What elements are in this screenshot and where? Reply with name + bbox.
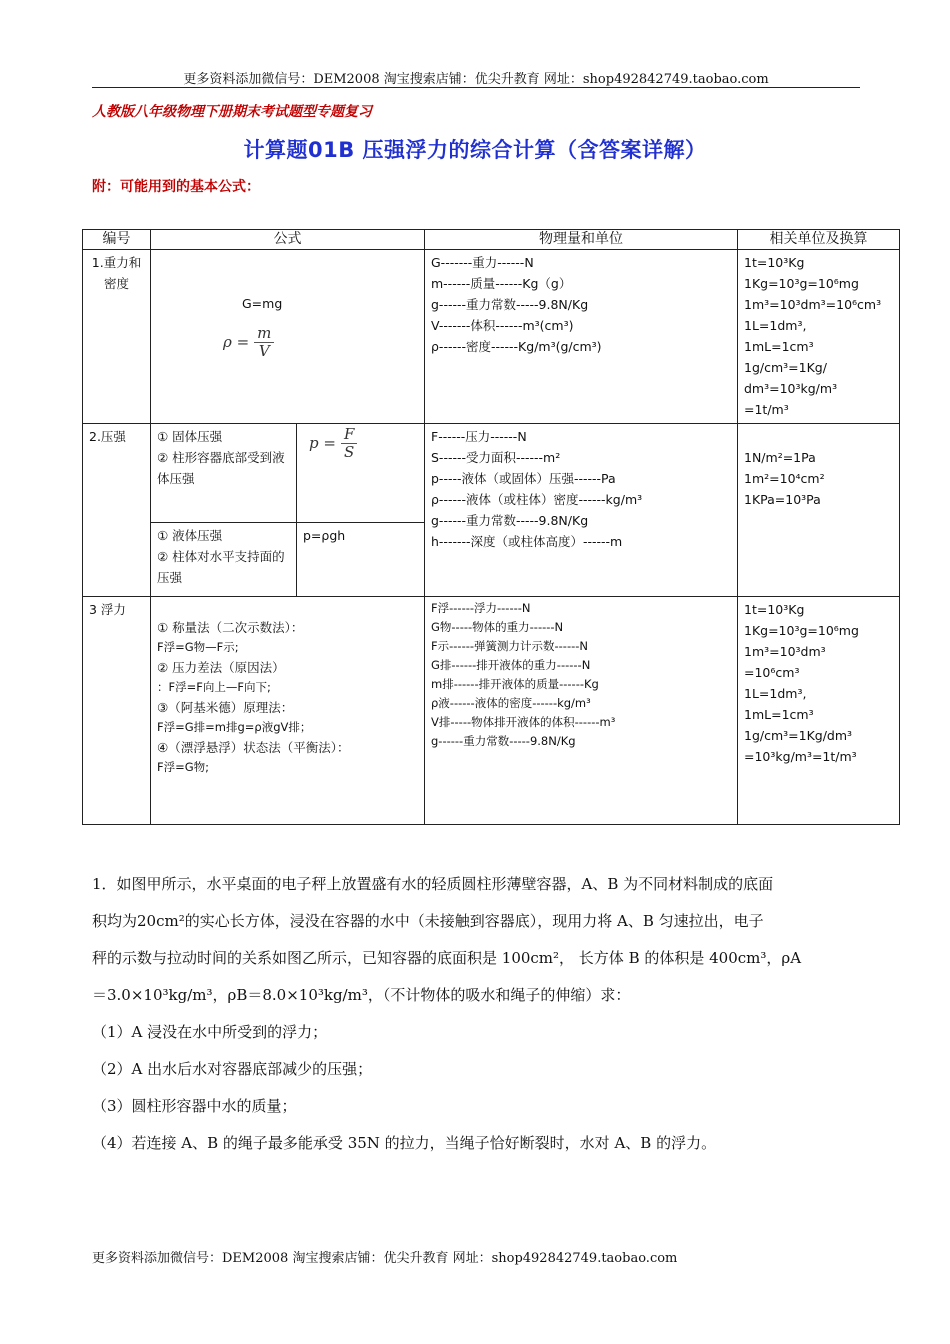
question-2: （2）A 出水后水对容器底部减少的压强； [92,1060,373,1078]
table-header-row [83,230,900,250]
header-units: 相关单位及换算 [738,230,900,250]
pressure-id: 2.压强 [83,424,151,597]
formula-table [82,229,900,825]
problem-line: ＝3.0×10³kg/m³，ρB＝8.0×10³kg/m³，（不计物体的吸水和绳子的伸缩）求： [92,986,631,1004]
row-gravity-density [83,250,900,424]
question-4: （4）若连接 A、B 的绳子最多能承受 35N 的拉力，当绳子恰好断裂时，水对 A、B 的浮力。 [92,1134,717,1152]
gravity-units: 1t=10³Kg 1Kg=10³g=10⁶mg 1m³=10³dm³=10⁶cm³ 1L=1dm³, 1mL=1cm³ 1g/cm³=1Kg/ dm³=10³kg/m³ =1t/m³ [738,250,900,424]
buoyancy-units: 1t=10³Kg 1Kg=10³g=10⁶mg 1m³=10³dm³ =10⁶cm³ 1L=1dm³, 1mL=1cm³ 1g/cm³=1Kg/dm³ =10³kg/m³=1t/m³ [738,597,900,825]
problem-1 [92,866,862,1162]
row-pressure-solid [83,424,900,523]
formula-gmg: G=mg [242,296,283,311]
gravity-formula [151,250,425,424]
buoyancy-id: 3 浮力 [83,597,151,825]
question-1: （1）A 浸没在水中所受到的浮力； [92,1023,328,1041]
series-label: 人教版八年级物理下册期末考试题型专题复习 [92,104,372,120]
row-buoyancy [83,597,900,825]
gravity-quantities: G-------重力------N m------质量------Kg（g） g------重力常数-----9.8N/Kg V-------体积------m³(cm³) ρ------密度------Kg/m³(g/cm³) [425,250,738,424]
liquid-pressure-desc: ① 液体压强 ② 柱体对水平支持面的压强 [151,523,297,597]
header-id: 编号 [83,230,151,250]
solid-pressure-desc: ① 固体压强 ② 柱形容器底部受到液体压强 [151,424,297,523]
pressure-units: 1N/m²=1Pa 1m²=10⁴cm² 1KPa=10³Pa [738,424,900,597]
problem-line: 积均为20cm²的实心长方体，浸没在容器的水中（未接触到容器底），现用力将 A、B 匀速拉出，电子 [92,912,764,930]
problem-line: 秤的示数与拉动时间的关系如图乙所示，已知容器的底面积是 100cm²， 长方体 B 的体积是 400cm³，ρA [92,949,802,967]
pressure-formula: p = $\frac{F}{S}$ [309,426,357,461]
header-rule [92,87,860,88]
header-formula: 公式 [151,230,425,250]
liquid-pressure-formula: p=ρgh [297,523,425,597]
question-3: （3）圆柱形容器中水的质量； [92,1097,297,1115]
buoyancy-methods: ① 称量法（二次示数法）： F浮=G物—F示; ② 压力差法（原因法） ：F浮=F向上—F向下; ③（阿基米德）原理法： F浮=G排=m排g=ρ液gV排； ④（漂浮悬浮）状态法（平衡法）： F浮=G物; [151,597,425,825]
pressure-quantities: F------压力------N S------受力面积------m² p-----液体（或固体）压强------Pa ρ------液体（或柱体）密度------kg/m³ g------重力常数-----9.8N/Kg h-------深度（或柱体高度）------m [425,424,738,597]
buoyancy-quantities: F浮------浮力------N G物-----物体的重力------N F示------弹簧测力计示数------N G排------排开液体的重力------N m排------排开液体的质量------Kg ρ液------液体的密度------kg/m³ V排-----物体排开液体的体积------m³ g------重力常数-----9.8N/Kg [425,597,738,825]
header-quantities: 物理量和单位 [425,230,738,250]
gravity-id: 1.重力和密度 [83,250,151,424]
page-title: 计算题01B 压强浮力的综合计算（含答案详解） [243,138,707,162]
page-header: 更多资料添加微信号：DEM2008 淘宝搜索店铺：优尖升教育 网址：shop492842749.taobao.com [183,72,769,87]
appendix-label: 附：可能用到的基本公式： [92,179,260,195]
page-footer: 更多资料添加微信号：DEM2008 淘宝搜索店铺：优尖升教育 网址：shop492842749.taobao.com [92,1251,678,1266]
problem-line: 1．如图甲所示，水平桌面的电子秤上放置盛有水的轻质圆柱形薄壁容器，A、B 为不同材料制成的底面 [92,875,774,893]
density-formula: ρ = $\frac{m}{V}$ [223,325,274,360]
solid-pressure-formula [297,424,425,523]
